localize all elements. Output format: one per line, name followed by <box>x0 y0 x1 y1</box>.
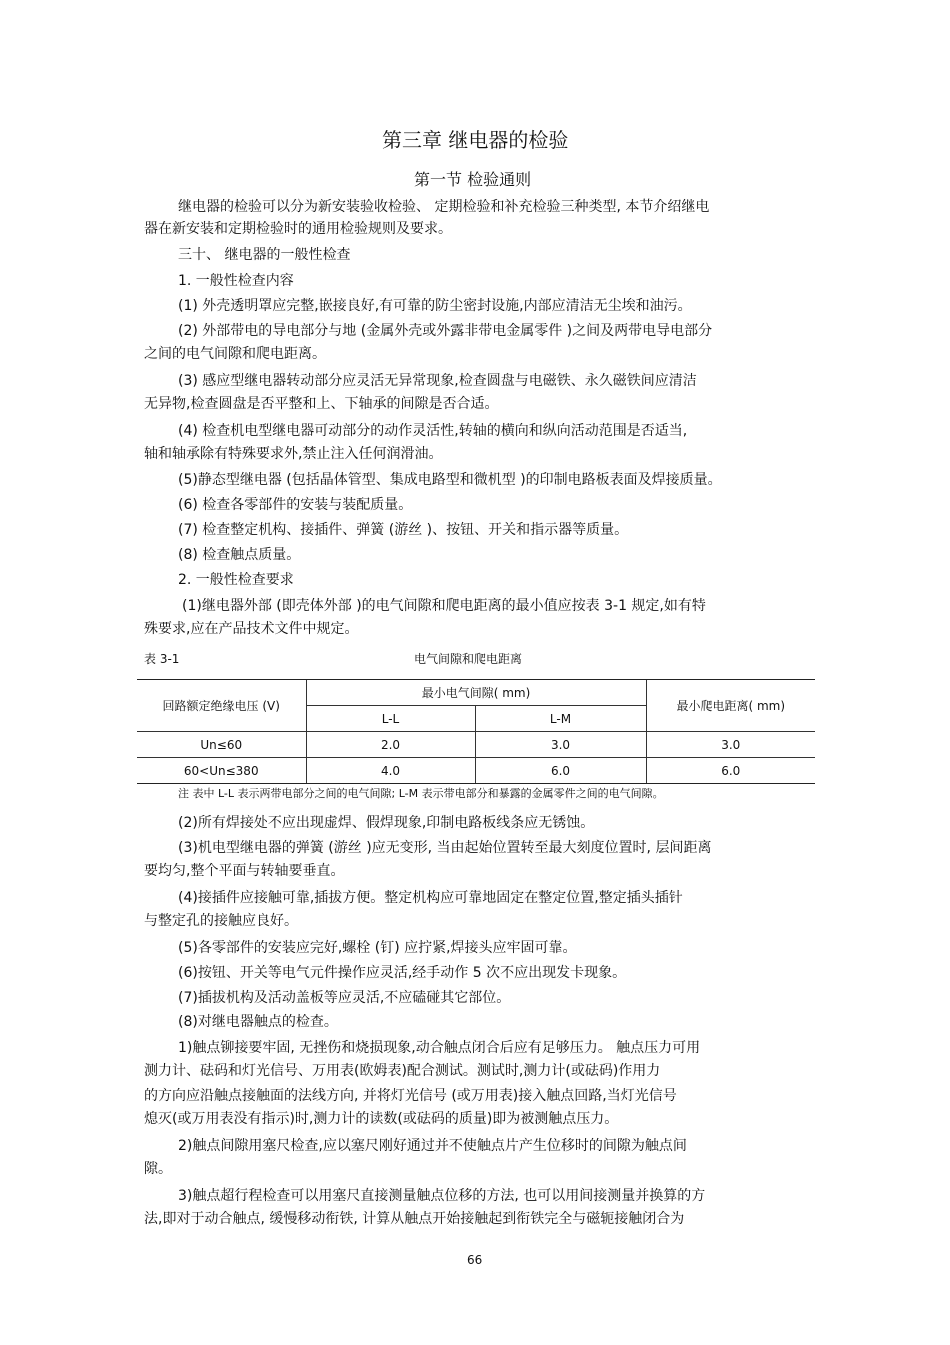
header-clearance: 最小电气间隙( mm) <box>306 680 646 706</box>
table-caption: 电气间隙和爬电距离 <box>414 652 523 666</box>
list-item: 无异物,检查圆盘是否平整和上、下轴承的间隙是否合适。 <box>144 396 499 412</box>
header-creepage: 最小爬电距离( mm) <box>646 680 815 732</box>
list-item: (8) 检查触点质量。 <box>178 547 301 563</box>
list-item: 测力计、砝码和灯光信号、万用表(欧姆表)配合测试。测试时,测力计(或砝码)作用力 <box>144 1063 661 1079</box>
list-item: (6) 检查各零部件的安装与装配质量。 <box>178 497 413 513</box>
list-item: (2)所有焊接处不应出现虚焊、假焊现象,印制电路板线条应无锈蚀。 <box>178 815 595 831</box>
clearance-table <box>137 679 815 784</box>
list-item: 的方向应沿触点接触面的法线方向, 并将灯光信号 (或万用表)接入触点回路,当灯光信号 <box>144 1088 677 1104</box>
header-voltage: 回路额定绝缘电压 (V) <box>137 680 306 732</box>
list-item: (5)静态型继电器 (包括晶体管型、集成电路型和微机型 )的印制电路板表面及焊接质量。 <box>178 472 722 488</box>
list-item: (7) 检查整定机构、接插件、弹簧 (游丝 )、按钮、开关和指示器等质量。 <box>178 522 629 538</box>
list-item: (3)机电型继电器的弹簧 (游丝 )应无变形, 当由起始位置转至最大刻度位置时, 层间距离 <box>178 840 712 856</box>
header-ll: L-L <box>306 706 475 732</box>
paragraph-line: 器在新安装和定期检验时的通用检验规则及要求。 <box>144 221 452 237</box>
list-item: (6)按钮、开关等电气元件操作应灵活,经手动作 5 次不应出现发卡现象。 <box>178 965 627 981</box>
table-cell-ll: 4.0 <box>306 758 475 784</box>
heading-30: 三十、 继电器的一般性检查 <box>178 247 351 263</box>
page-number: 66 <box>467 1253 483 1267</box>
heading-2: 2. 一般性检查要求 <box>178 572 294 588</box>
list-item: (1) 外壳透明罩应完整,嵌接良好,有可靠的防尘密封设施,内部应清洁无尘埃和油污。 <box>178 298 692 314</box>
table-cell-ll: 2.0 <box>306 732 475 758</box>
paragraph-line: 继电器的检验可以分为新安装验收检验、 定期检验和补充检验三种类型, 本节介绍继电 <box>178 199 710 215</box>
list-item: 熄灭(或万用表没有指示)时,测力计的读数(或砝码的质量)即为被测触点压力。 <box>144 1111 619 1127</box>
list-item: 要均匀,整个平面与转轴要垂直。 <box>144 863 345 879</box>
list-item: (2) 外部带电的导电部分与地 (金属外壳或外露非带电金属零件 )之间及两带电导电部分 <box>178 323 713 339</box>
table-note: 注 表中 L-L 表示两带电部分之间的电气间隙; L-M 表示带电部分和暴露的金属零件之间的电气间隙。 <box>178 787 664 800</box>
list-item: 与整定孔的接触应良好。 <box>144 913 298 929</box>
list-item: 法,即对于动合触点, 缓慢移动衔铁, 计算从触点开始接触起到衔铁完全与磁轭接触闭合为 <box>144 1211 685 1227</box>
list-item: (4) 检查机电型继电器可动部分的动作灵活性,转轴的横向和纵向活动范围是否适当, <box>178 423 688 439</box>
list-item: (4)接插件应接触可靠,插拔方便。整定机构应可靠地固定在整定位置,整定插头插针 <box>178 890 683 906</box>
list-item: (5)各零部件的安装应完好,螺栓 (钉) 应拧紧,焊接头应牢固可靠。 <box>178 940 577 956</box>
list-item: 轴和轴承除有特殊要求外,禁止注入任何润滑油。 <box>144 446 443 462</box>
list-item: (3) 感应型继电器转动部分应灵活无异常现象,检查圆盘与电磁铁、永久磁铁间应清洁 <box>178 373 697 389</box>
list-item: 1)触点铆接要牢固, 无挫伤和烧损现象,动合触点闭合后应有足够压力。 触点压力可用 <box>178 1040 701 1056</box>
table-label: 表 3-1 <box>144 652 180 666</box>
list-item: 隙。 <box>144 1161 172 1177</box>
table-cell-creepage: 3.0 <box>646 732 815 758</box>
list-item: 2)触点间隙用塞尺检查,应以塞尺刚好通过并不使触点片产生位移时的间隙为触点间 <box>178 1138 687 1154</box>
table-cell-lm: 3.0 <box>475 732 646 758</box>
list-item: (7)插拔机构及活动盖板等应灵活,不应磕碰其它部位。 <box>178 990 511 1006</box>
header-lm: L-M <box>475 706 646 732</box>
table-cell-creepage: 6.0 <box>646 758 815 784</box>
list-item: (8)对继电器触点的检查。 <box>178 1014 338 1030</box>
table-cell-voltage: Un≤60 <box>137 732 306 758</box>
heading-1: 1. 一般性检查内容 <box>178 273 294 289</box>
section-title: 第一节 检验通则 <box>414 170 532 189</box>
list-item: 之间的电气间隙和爬电距离。 <box>144 346 326 362</box>
list-item: 殊要求,应在产品技术文件中规定。 <box>144 621 359 637</box>
table-cell-lm: 6.0 <box>475 758 646 784</box>
list-item: 3)触点超行程检查可以用塞尺直接测量触点位移的方法, 也可以用间接测量并换算的方 <box>178 1188 706 1204</box>
table-cell-voltage: 60<Un≤380 <box>137 758 306 784</box>
list-item: (1)继电器外部 (即壳体外部 )的电气间隙和爬电距离的最小值应按表 3-1 规定,如有特 <box>182 598 706 614</box>
chapter-title: 第三章 继电器的检验 <box>382 128 569 152</box>
